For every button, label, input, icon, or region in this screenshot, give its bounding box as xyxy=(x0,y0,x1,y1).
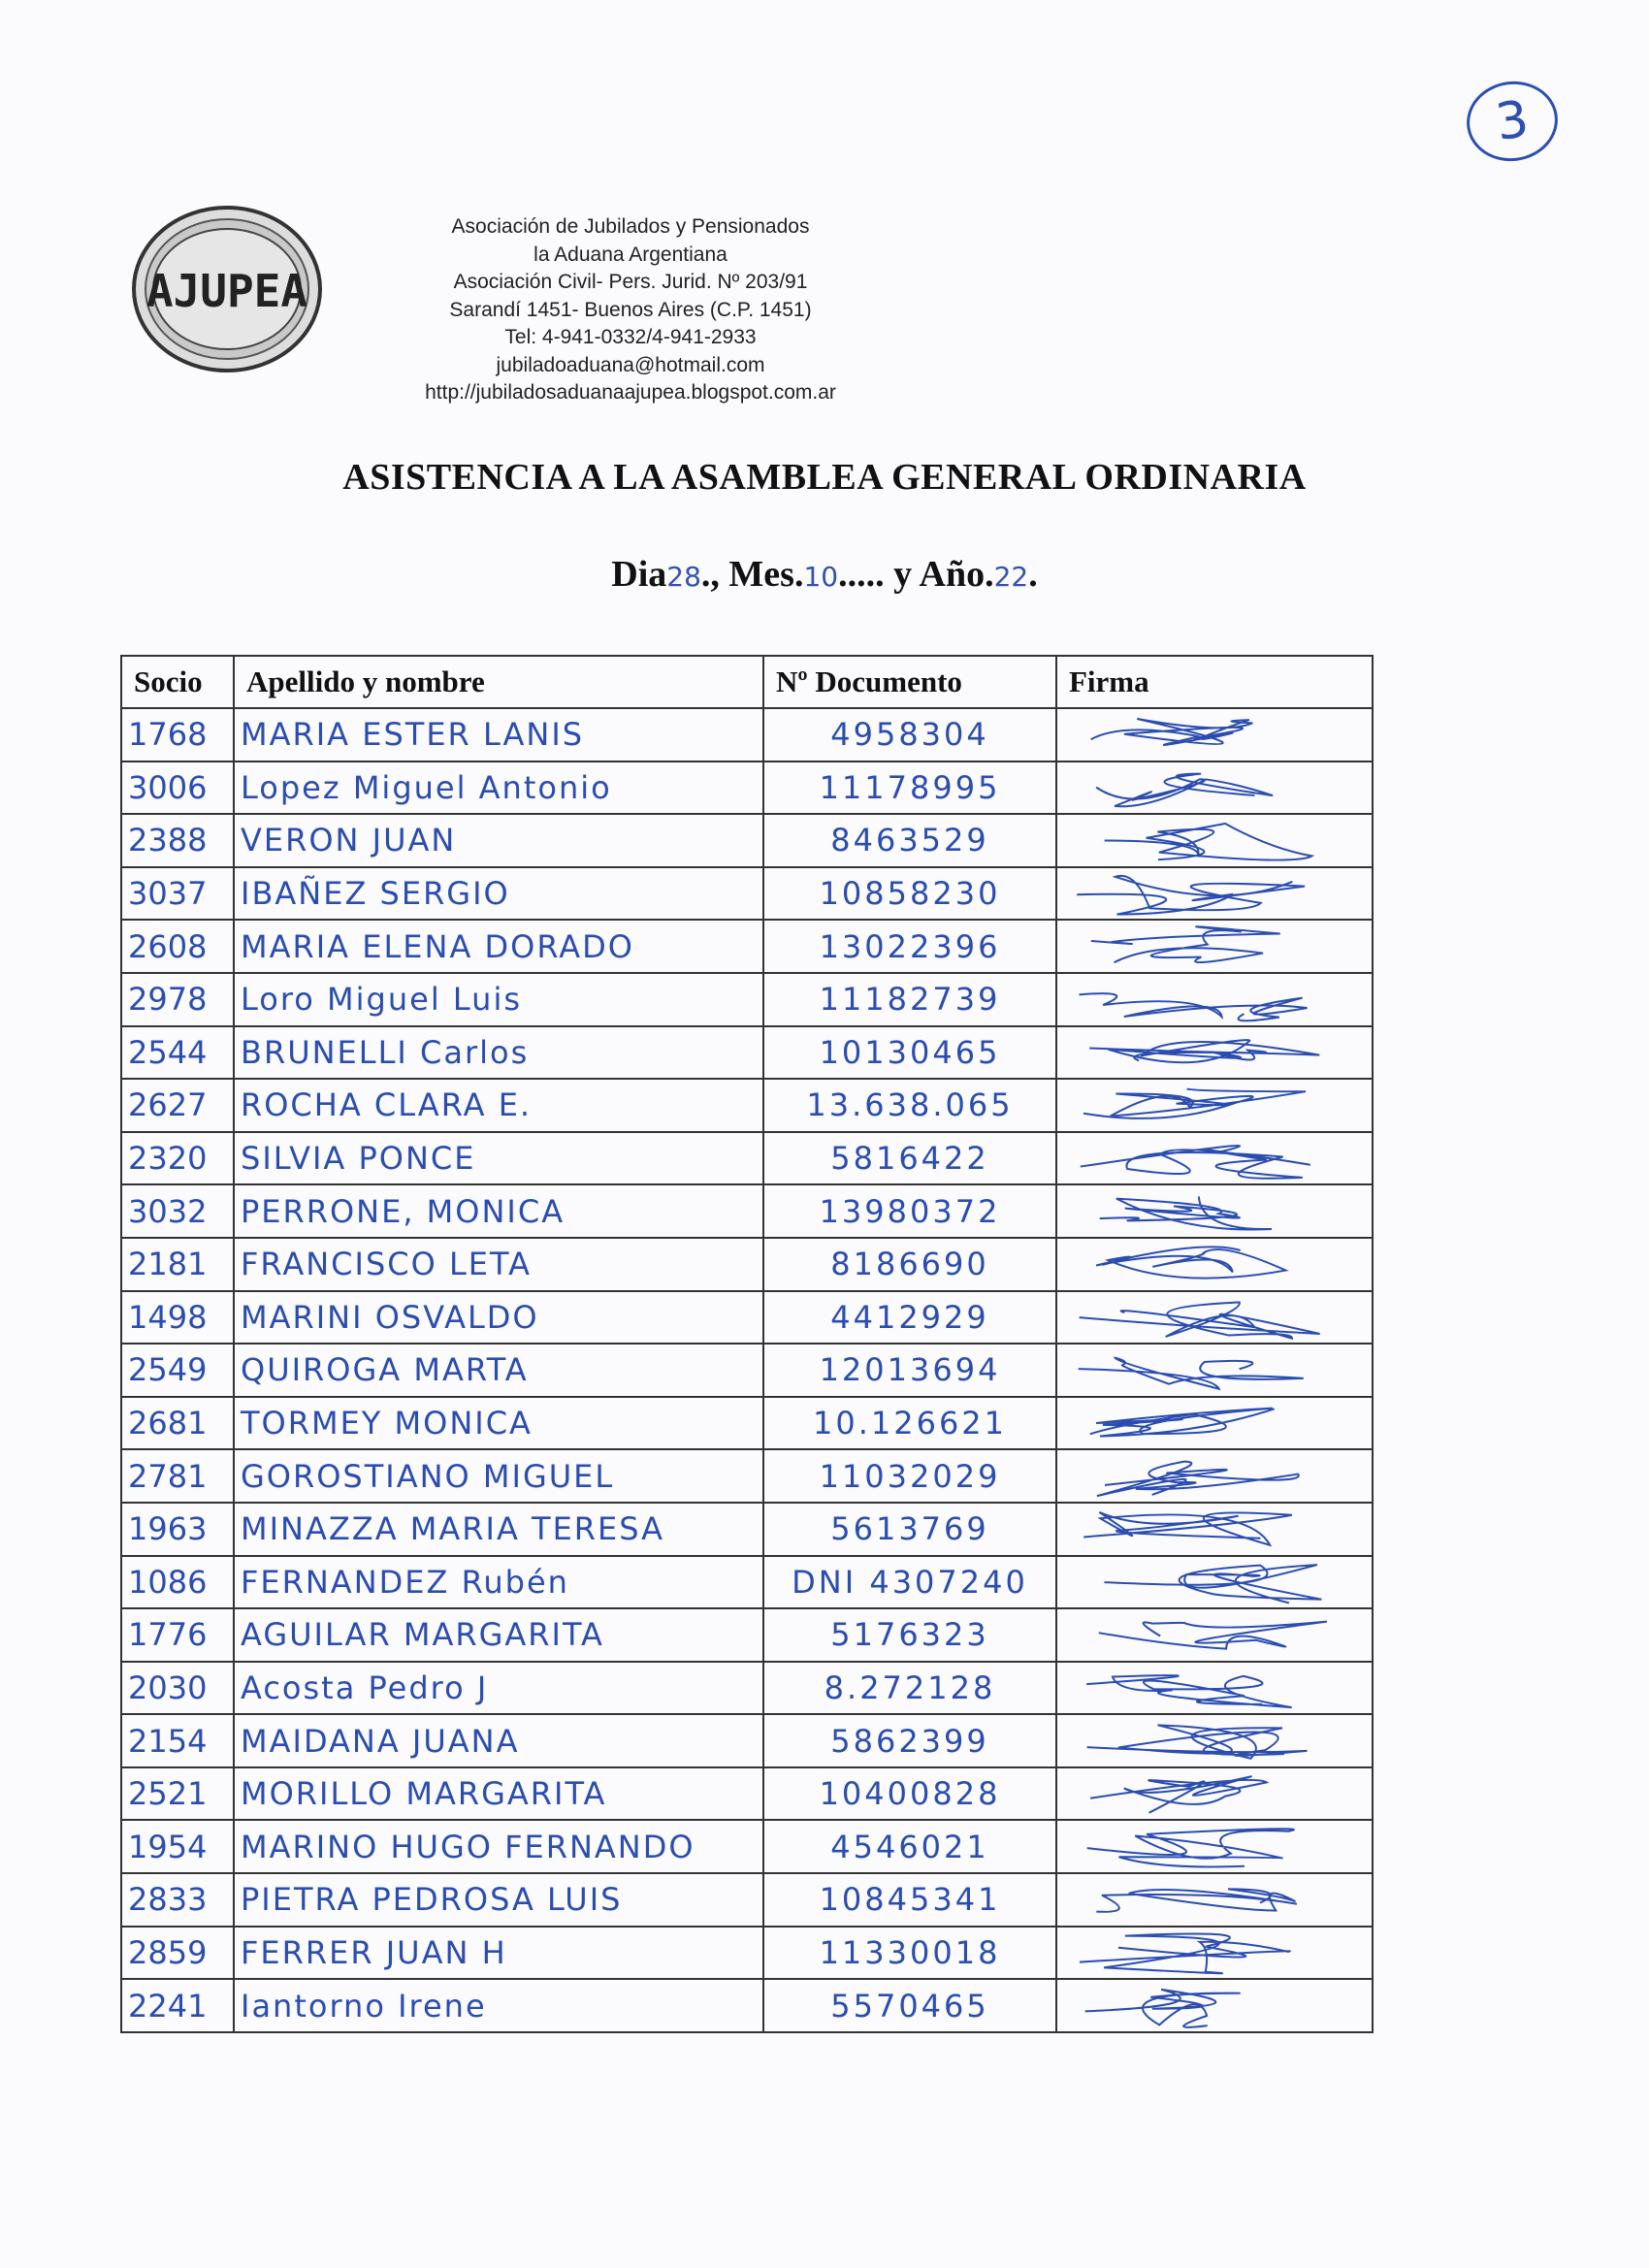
attendance-rows xyxy=(121,708,1373,2032)
member-name: MARIA ESTER LANIS xyxy=(234,708,763,761)
table-row xyxy=(121,1873,1373,1927)
handwritten-signature xyxy=(1057,1080,1368,1132)
header-line: Sarandí 1451- Buenos Aires (C.P. 1451) xyxy=(449,298,812,321)
member-name: ROCHA CLARA E. xyxy=(234,1079,763,1132)
member-name: MARINI OSVALDO xyxy=(234,1291,763,1345)
member-number: 2241 xyxy=(121,1979,234,2032)
member-number: 1776 xyxy=(121,1608,234,1662)
table-row xyxy=(121,1291,1373,1345)
column-header-signature: Firma xyxy=(1056,656,1373,708)
member-name: MARINO HUGO FERNANDO xyxy=(234,1820,763,1873)
document-number: 11182739 xyxy=(763,973,1056,1026)
member-name: BRUNELLI Carlos xyxy=(234,1026,763,1080)
member-number: 1086 xyxy=(121,1556,234,1609)
table-row xyxy=(121,1132,1373,1185)
table-row xyxy=(121,1662,1373,1715)
member-number: 2978 xyxy=(121,973,234,1026)
handwritten-signature xyxy=(1057,1345,1368,1397)
member-number: 2681 xyxy=(121,1397,234,1450)
handwritten-signature xyxy=(1057,868,1368,921)
handwritten-signature xyxy=(1057,709,1368,761)
table-row xyxy=(121,761,1373,815)
signature-cell xyxy=(1056,1026,1373,1080)
page-number-mark: 3 xyxy=(1462,76,1563,167)
member-name: FERNANDEZ Rubén xyxy=(234,1556,763,1609)
signature-cell xyxy=(1056,920,1373,973)
member-name: MAIDANA JUANA xyxy=(234,1714,763,1767)
member-number: 1498 xyxy=(121,1291,234,1345)
member-name: SILVIA PONCE xyxy=(234,1132,763,1185)
header-line: Asociación Civil- Pers. Jurid. Nº 203/91 xyxy=(453,271,808,293)
signature-cell xyxy=(1056,1979,1373,2032)
handwritten-signature xyxy=(1057,1980,1368,2032)
document-number: 13022396 xyxy=(763,920,1056,973)
table-row xyxy=(121,1503,1373,1556)
handwritten-signature xyxy=(1057,1185,1368,1238)
signature-cell xyxy=(1056,1079,1373,1132)
table-row xyxy=(121,1238,1373,1291)
document-number: 8186690 xyxy=(763,1238,1056,1291)
signature-cell xyxy=(1056,1449,1373,1503)
month-value: 10 xyxy=(803,561,839,593)
member-number: 2781 xyxy=(121,1449,234,1503)
document-number: 8463529 xyxy=(763,814,1056,867)
handwritten-signature xyxy=(1057,974,1368,1026)
day-value: 28 xyxy=(666,561,701,593)
member-number: 1954 xyxy=(121,1820,234,1873)
signature-cell xyxy=(1056,1820,1373,1873)
table-row xyxy=(121,1184,1373,1238)
handwritten-signature xyxy=(1057,815,1368,867)
header-line: Tel: 4-941-0332/4-941-2933 xyxy=(504,326,757,348)
document-number: 11330018 xyxy=(763,1927,1056,1980)
member-name: Acosta Pedro J xyxy=(234,1662,763,1715)
header-line: Asociación de Jubilados y Pensionados xyxy=(451,215,810,238)
member-name: IBAÑEZ SERGIO xyxy=(234,867,763,921)
document-number: 5570465 xyxy=(763,1979,1056,2032)
document-number: 10845341 xyxy=(763,1873,1056,1927)
handwritten-signature xyxy=(1057,1768,1368,1821)
signature-cell xyxy=(1056,1556,1373,1609)
member-name: FERRER JUAN H xyxy=(234,1927,763,1980)
handwritten-signature xyxy=(1057,1450,1368,1503)
member-number: 2833 xyxy=(121,1873,234,1927)
signature-cell xyxy=(1056,1291,1373,1345)
table-row xyxy=(121,1979,1373,2032)
document-number: 11032029 xyxy=(763,1449,1056,1503)
signature-cell xyxy=(1056,1873,1373,1927)
member-number: 1963 xyxy=(121,1503,234,1556)
handwritten-signature xyxy=(1057,1292,1368,1345)
handwritten-signature xyxy=(1057,1928,1368,1980)
handwritten-signature xyxy=(1057,1557,1368,1609)
header-line: http://jubiladosaduanaajupea.blogspot.com.ar xyxy=(425,381,836,404)
document-number: 11178995 xyxy=(763,761,1056,815)
signature-cell xyxy=(1056,973,1373,1026)
document-number: 10858230 xyxy=(763,867,1056,921)
table-row xyxy=(121,1079,1373,1132)
attendance-table xyxy=(120,655,1374,2033)
member-number: 2549 xyxy=(121,1344,234,1397)
member-name: Loro Miguel Luis xyxy=(234,973,763,1026)
document-number: 4412929 xyxy=(763,1291,1056,1345)
member-name: MINAZZA MARIA TERESA xyxy=(234,1503,763,1556)
table-row xyxy=(121,920,1373,973)
member-name: PIETRA PEDROSA LUIS xyxy=(234,1873,763,1927)
association-header xyxy=(369,213,892,407)
member-name: MARIA ELENA DORADO xyxy=(234,920,763,973)
handwritten-signature xyxy=(1057,1663,1368,1715)
ajupea-logo xyxy=(130,204,324,374)
member-number: 2030 xyxy=(121,1662,234,1715)
signature-cell xyxy=(1056,1344,1373,1397)
member-number: 3032 xyxy=(121,1184,234,1238)
date-line xyxy=(0,553,1649,596)
document-number: 4546021 xyxy=(763,1820,1056,1873)
table-row xyxy=(121,973,1373,1026)
table-row xyxy=(121,1556,1373,1609)
signature-cell xyxy=(1056,708,1373,761)
handwritten-signature xyxy=(1057,1239,1368,1291)
document-number: 5613769 xyxy=(763,1503,1056,1556)
handwritten-signature xyxy=(1057,921,1368,973)
signature-cell xyxy=(1056,1662,1373,1715)
document-number: 5816422 xyxy=(763,1132,1056,1185)
member-number: 2320 xyxy=(121,1132,234,1185)
handwritten-signature xyxy=(1057,1821,1368,1873)
signature-cell xyxy=(1056,1184,1373,1238)
member-number: 3006 xyxy=(121,761,234,815)
date-end: . xyxy=(1028,554,1038,595)
member-name: Lopez Miguel Antonio xyxy=(234,761,763,815)
member-name: Iantorno Irene xyxy=(234,1979,763,2032)
document-number: 10.126621 xyxy=(763,1397,1056,1450)
signature-cell xyxy=(1056,867,1373,921)
document-number: 5862399 xyxy=(763,1714,1056,1767)
signature-cell xyxy=(1056,761,1373,815)
member-name: AGUILAR MARGARITA xyxy=(234,1608,763,1662)
member-number: 2154 xyxy=(121,1714,234,1767)
signature-cell xyxy=(1056,814,1373,867)
table-row xyxy=(121,1449,1373,1503)
table-row xyxy=(121,867,1373,921)
column-header-socio: Socio xyxy=(121,656,234,708)
handwritten-signature xyxy=(1057,1504,1368,1556)
document-number: 5176323 xyxy=(763,1608,1056,1662)
handwritten-signature xyxy=(1057,1715,1368,1767)
member-name: GOROSTIANO MIGUEL xyxy=(234,1449,763,1503)
year-value: 22 xyxy=(993,561,1029,593)
table-row xyxy=(121,708,1373,761)
handwritten-signature xyxy=(1057,1133,1368,1185)
header-line: jubiladoaduana@hotmail.com xyxy=(496,353,765,376)
member-name: FRANCISCO LETA xyxy=(234,1238,763,1291)
handwritten-signature xyxy=(1057,1609,1368,1662)
header-line: la Aduana Argentiana xyxy=(534,243,728,266)
signature-cell xyxy=(1056,1503,1373,1556)
member-number: 2521 xyxy=(121,1767,234,1821)
document-title: ASISTENCIA A LA ASAMBLEA GENERAL ORDINARIA xyxy=(342,457,1307,498)
member-number: 2181 xyxy=(121,1238,234,1291)
svg-text:AJUPEA: AJUPEA xyxy=(146,265,308,317)
handwritten-signature xyxy=(1057,762,1368,815)
document-number: 8.272128 xyxy=(763,1662,1056,1715)
member-number: 2388 xyxy=(121,814,234,867)
member-name: QUIROGA MARTA xyxy=(234,1344,763,1397)
member-number: 1768 xyxy=(121,708,234,761)
table-row xyxy=(121,1714,1373,1767)
member-name: PERRONE, MONICA xyxy=(234,1184,763,1238)
signature-cell xyxy=(1056,1767,1373,1821)
member-name: VERON JUAN xyxy=(234,814,763,867)
member-number: 2627 xyxy=(121,1079,234,1132)
signature-cell xyxy=(1056,1397,1373,1450)
table-row xyxy=(121,1927,1373,1980)
day-label: Dia xyxy=(611,554,667,595)
member-number: 2544 xyxy=(121,1026,234,1080)
document-number: 13980372 xyxy=(763,1184,1056,1238)
document-number: DNI 4307240 xyxy=(763,1556,1056,1609)
document-number: 10130465 xyxy=(763,1026,1056,1080)
member-number: 3037 xyxy=(121,867,234,921)
document-number: 13.638.065 xyxy=(763,1079,1056,1132)
column-header-name: Apellido y nombre xyxy=(234,656,763,708)
document-number: 4958304 xyxy=(763,708,1056,761)
signature-cell xyxy=(1056,1238,1373,1291)
table-row xyxy=(121,1820,1373,1873)
signature-cell xyxy=(1056,1132,1373,1185)
signature-cell xyxy=(1056,1714,1373,1767)
signature-cell xyxy=(1056,1927,1373,1980)
signature-cell xyxy=(1056,1608,1373,1662)
member-number: 2859 xyxy=(121,1927,234,1980)
table-row xyxy=(121,1608,1373,1662)
year-label: ..... y Año. xyxy=(838,554,994,595)
table-row xyxy=(121,1397,1373,1450)
table-row xyxy=(121,814,1373,867)
member-name: MORILLO MARGARITA xyxy=(234,1767,763,1821)
document-number: 10400828 xyxy=(763,1767,1056,1821)
document-number: 12013694 xyxy=(763,1344,1056,1397)
month-label: ., Mes. xyxy=(700,554,804,595)
member-number: 2608 xyxy=(121,920,234,973)
column-header-document: Nº Documento xyxy=(763,656,1056,708)
table-header-row xyxy=(121,656,1373,708)
table-row xyxy=(121,1344,1373,1397)
handwritten-signature xyxy=(1057,1027,1368,1080)
table-row xyxy=(121,1026,1373,1080)
handwritten-signature xyxy=(1057,1398,1368,1450)
table-row xyxy=(121,1767,1373,1821)
member-name: TORMEY MONICA xyxy=(234,1397,763,1450)
handwritten-signature xyxy=(1057,1874,1368,1927)
